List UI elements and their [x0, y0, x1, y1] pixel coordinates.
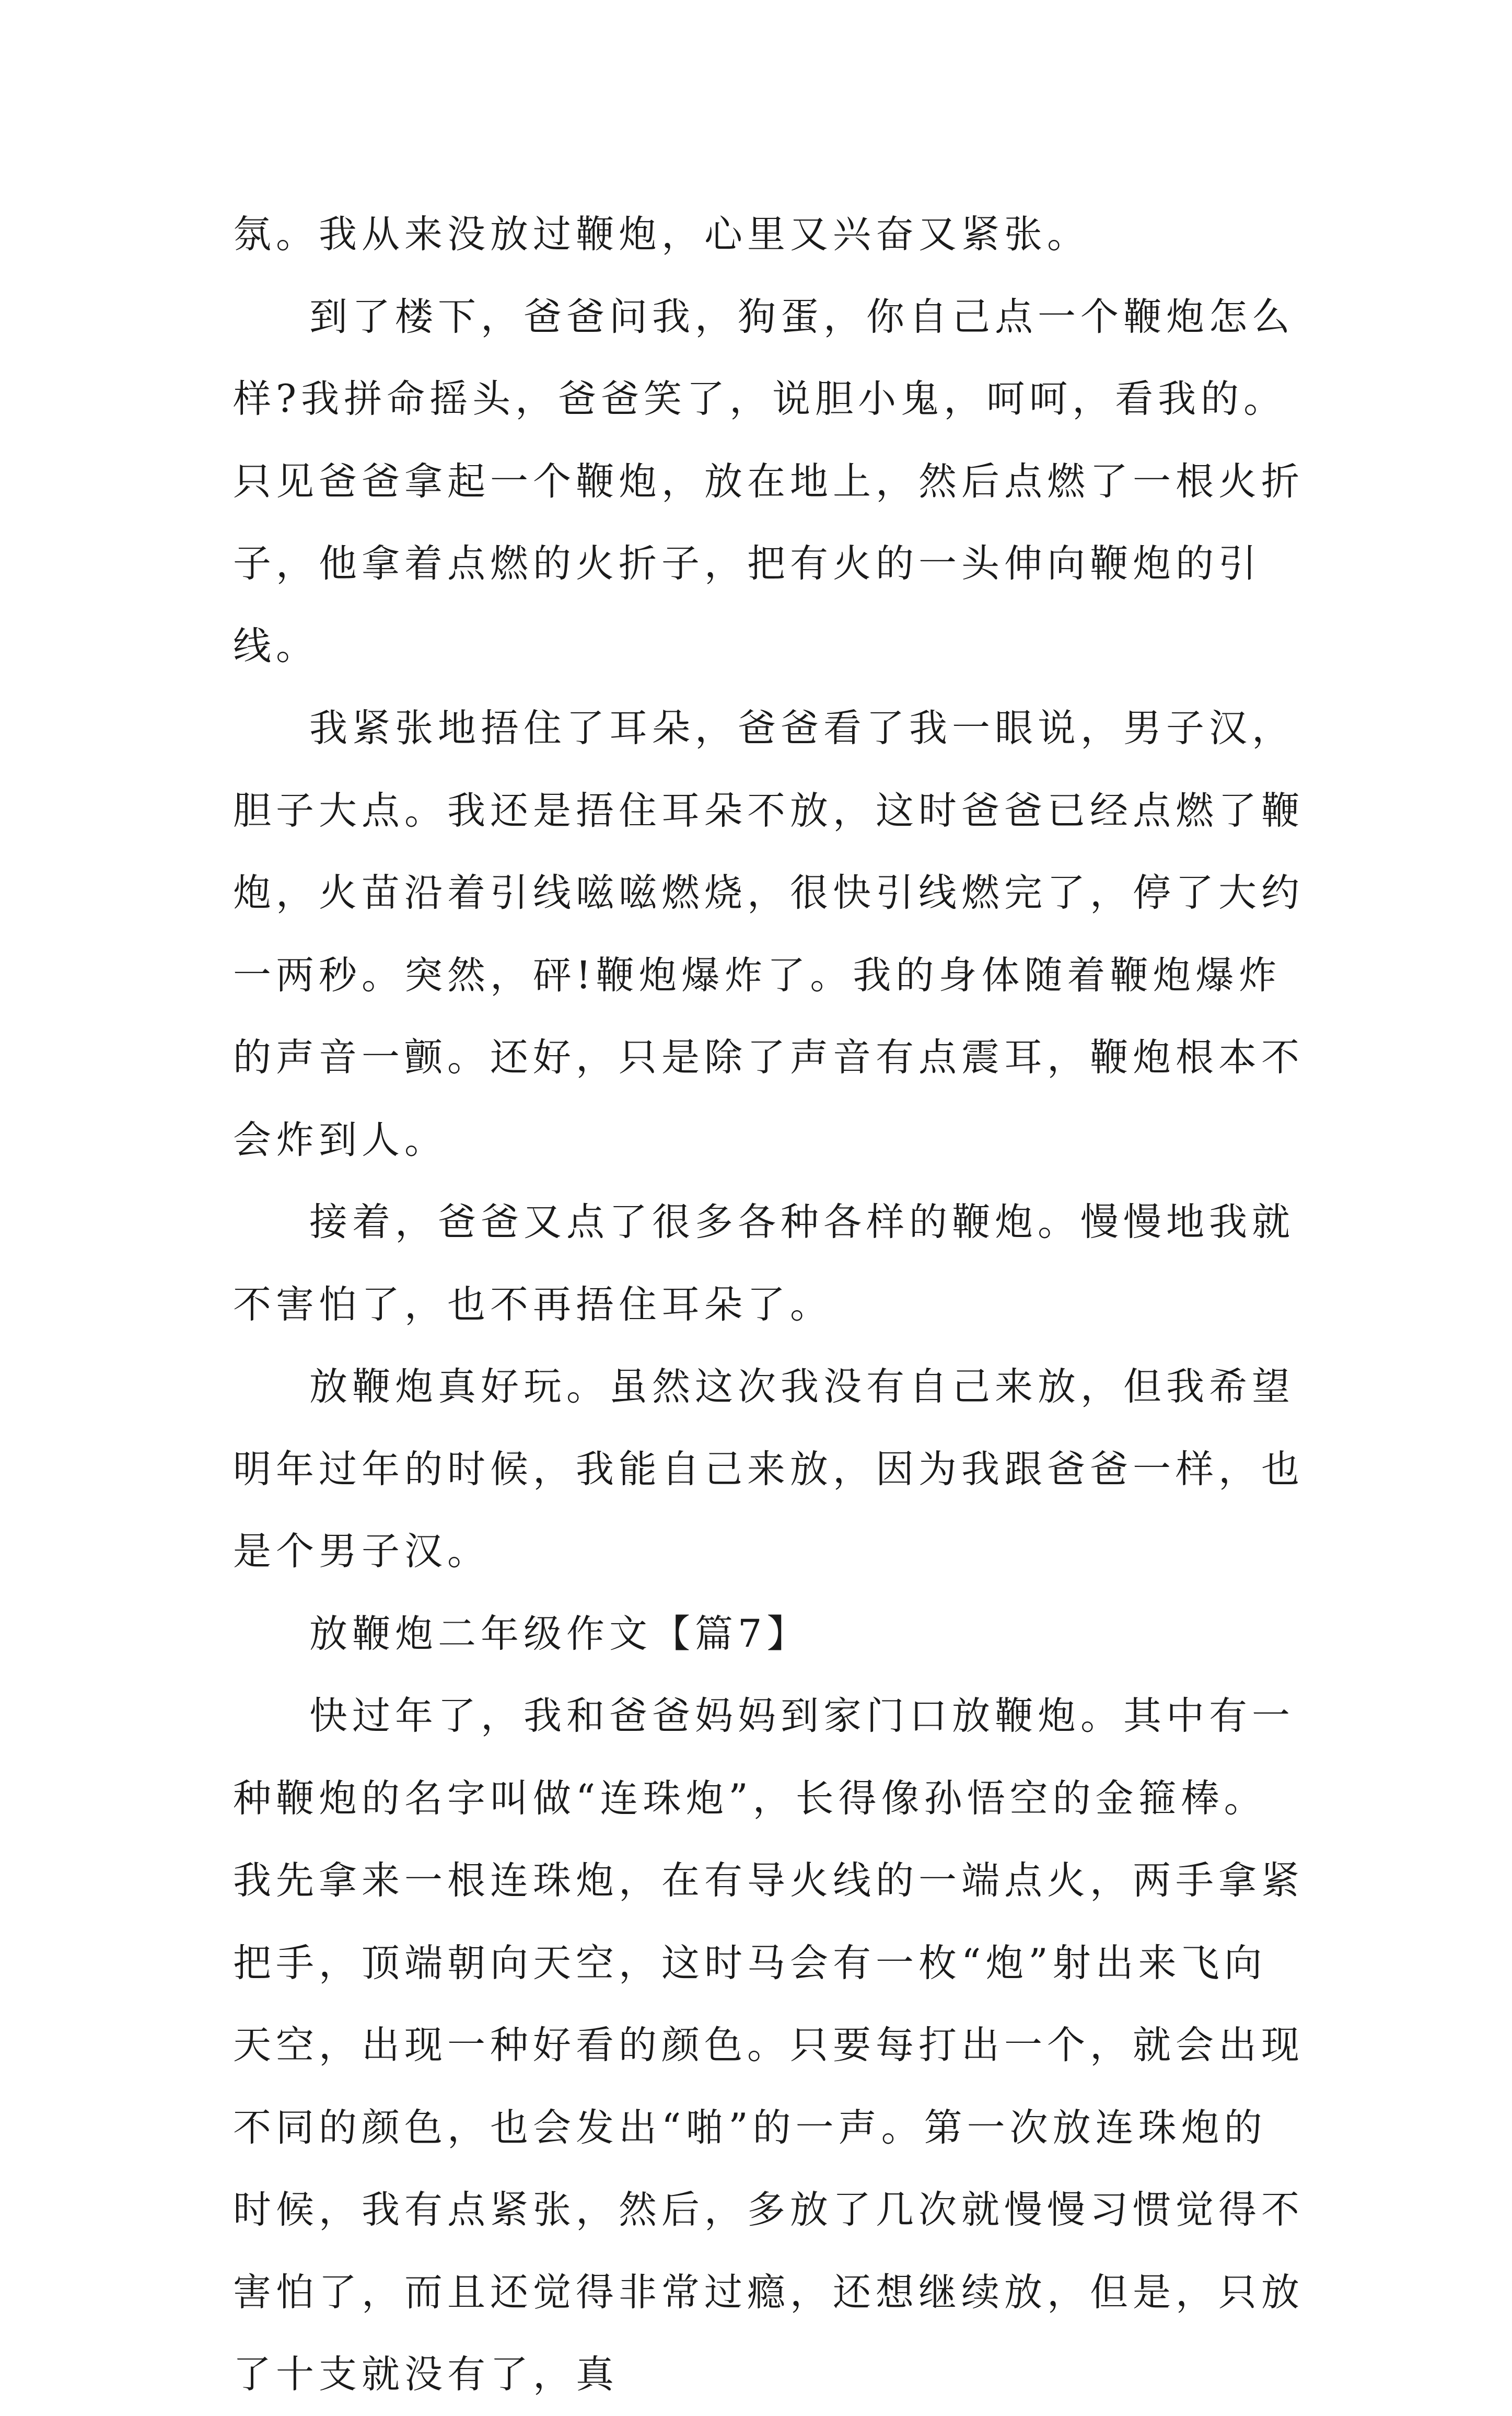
paragraph: 放鞭炮真好玩。虽然这次我没有自己来放，但我希望明年过年的时候，我能自己来放，因为我跟爸爸一样，也是个男子汉。 — [233, 1365, 1304, 1574]
paragraph: 快过年了，我和爸爸妈妈到家门口放鞭炮。其中有一种鞭炮的名字叫做“连珠炮”，长得像孙悟空的金箍棒。我先拿来一根连珠炮，在有导火线的一端点火，两手拿紧把手，顶端朝向天空，这时马会有一枚“炮”射出来飞向天空，出现一种好看的颜色。只要每打出一个，就会出现不同的颜色，也会发出“啪”的一声。第一次放连珠炮的时候，我有点紧张，然后，多放了几次就慢慢习惯觉得不害怕了，而且还觉得非常过瘾，还想继续放，但是，只放了十支就没有了，真 — [233, 1694, 1304, 2397]
essay-body — [233, 193, 1304, 2416]
paragraph: 到了楼下，爸爸问我，狗蛋，你自己点一个鞭炮怎么样?我拼命摇头，爸爸笑了，说胆小鬼，呵呵，看我的。只见爸爸拿起一个鞭炮，放在地上，然后点燃了一根火折子，他拿着点燃的火折子，把有火的一头伸向鞭炮的引线。 — [233, 294, 1304, 668]
paragraph: 我紧张地捂住了耳朵，爸爸看了我一眼说，男子汉，胆子大点。我还是捂住耳朵不放，这时爸爸已经点燃了鞭炮，火苗沿着引线嗞嗞燃烧，很快引线燃完了，停了大约一两秒。突然，砰!鞭炮爆炸了。我的身体随着鞭炮爆炸的声音一颤。还好，只是除了声音有点震耳，鞭炮根本不会炸到人。 — [233, 706, 1304, 1162]
section-heading: 放鞭炮二年级作文【篇7】 — [309, 1611, 810, 1656]
paragraph-continuation: 氛。我从来没放过鞭炮，心里又兴奋又紧张。 — [233, 212, 1090, 257]
paragraph: 接着，爸爸又点了很多各种各样的鞭炮。慢慢地我就不害怕了，也不再捂住耳朵了。 — [233, 1200, 1295, 1327]
